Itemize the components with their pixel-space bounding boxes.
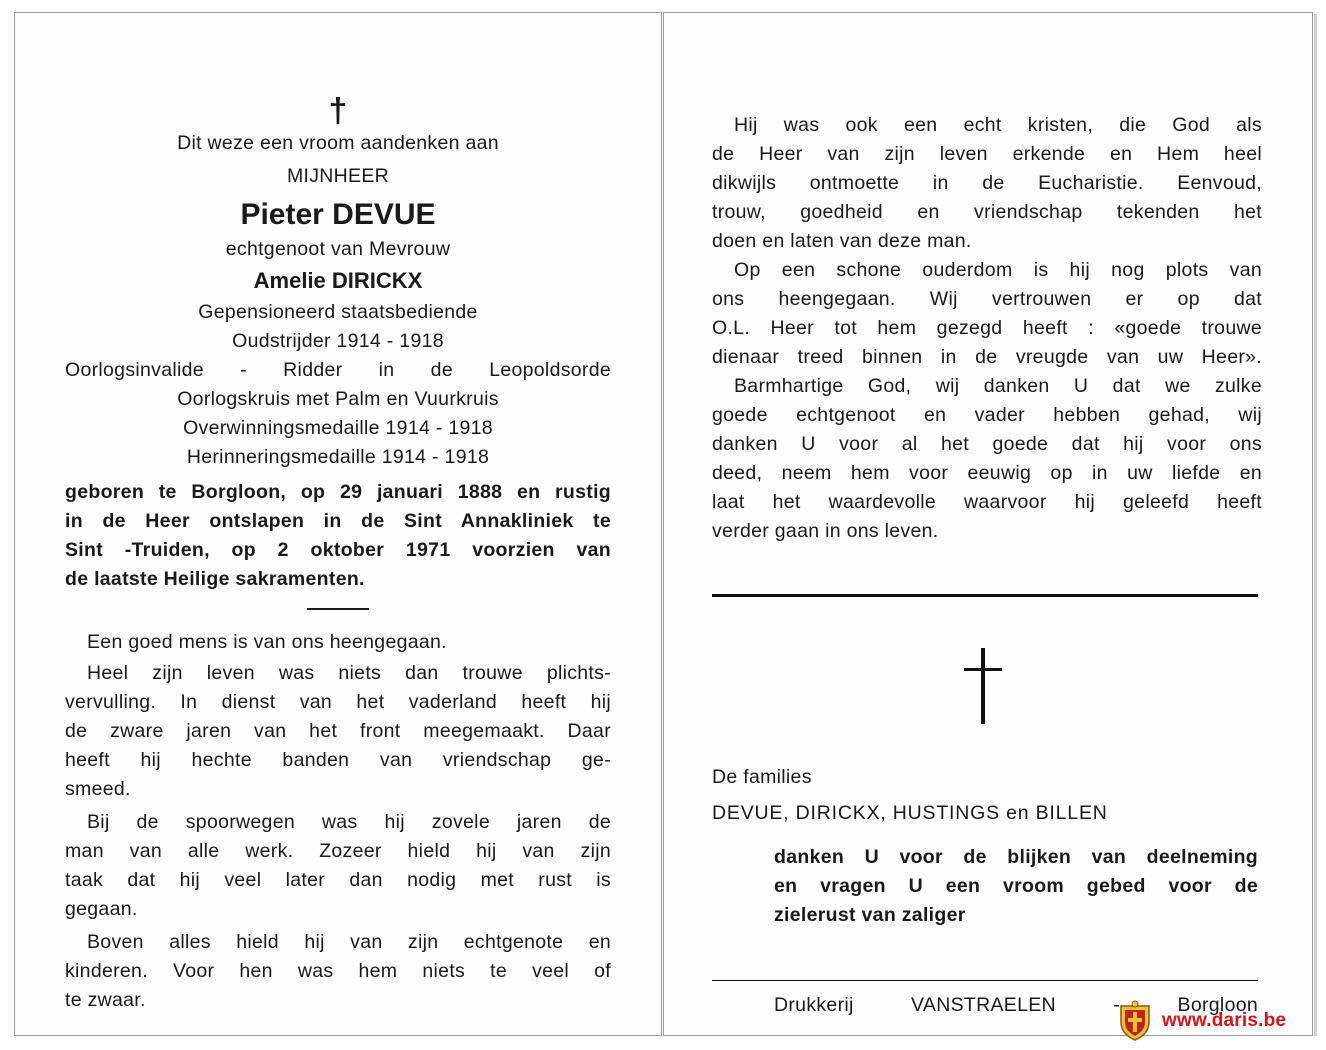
text-line: verder gaan in ons leven. bbox=[712, 520, 939, 542]
birth-death-line: de laatste Heilige sakramenten. bbox=[65, 568, 365, 590]
printer-name: VANSTRAELEN bbox=[911, 994, 1056, 1016]
text-line: danken U voor al het goede dat hij voor ons bbox=[712, 433, 1262, 455]
text-line: smeed. bbox=[65, 778, 131, 800]
right-content bbox=[712, 111, 1262, 546]
birth-death-line: in de Heer ontslapen in de Sint Annakliniek te bbox=[65, 510, 611, 532]
title-line: Oudstrijder 1914 - 1918 bbox=[232, 330, 444, 352]
right-paragraph bbox=[712, 111, 1262, 256]
spouse-intro: echtgenoot van Mevrouw bbox=[225, 238, 451, 260]
text-line: vervulling. In dienst van het vaderland heeft hij bbox=[65, 691, 611, 713]
text-line: laat het waardevolle waarvoor hij geleefd heeft bbox=[712, 491, 1262, 513]
thanks-line: danken U voor de blijken van deelneming bbox=[774, 846, 1258, 868]
cross-horizontal-bar bbox=[964, 668, 1002, 671]
left-paragraph bbox=[65, 928, 611, 1015]
text-line: te zwaar. bbox=[65, 989, 146, 1011]
printer-separator: - bbox=[1113, 994, 1121, 1016]
left-content bbox=[65, 93, 611, 1015]
honorific: MIJNHEER bbox=[286, 165, 390, 187]
text-line: dikwijls ontmoette in de Eucharistie. Eenvoud, bbox=[712, 172, 1262, 194]
text-line: man van alle werk. Zozeer hield hij van zijn bbox=[65, 840, 611, 862]
text-line: kinderen. Voor hen was hem niets te veel of bbox=[65, 960, 611, 982]
left-paragraph bbox=[65, 659, 611, 804]
text-line: Hij was ook een echt kristen, die God als bbox=[734, 114, 1262, 136]
text-line: gegaan. bbox=[65, 898, 138, 920]
thanks-block bbox=[774, 843, 1258, 930]
text-line: goede echtgenoot en vader hebben gehad, wij bbox=[712, 404, 1262, 426]
printer-divider bbox=[712, 980, 1258, 981]
cross-vertical-bar bbox=[981, 648, 985, 724]
memorial-intro: Dit weze een vroom aandenken aan bbox=[177, 132, 499, 154]
text-line: heeft hij hechte banden van vriendschap ge- bbox=[65, 749, 611, 771]
text-line: Bij de spoorwegen was hij zovele jaren de bbox=[87, 811, 611, 833]
text-line: O.L. Heer tot hem gezegd heeft : «goede trouwe bbox=[712, 317, 1262, 339]
title-line: Overwinningsmedaille 1914 - 1918 bbox=[183, 417, 493, 439]
thanks-line: en vragen U een vroom gebed voor de bbox=[774, 875, 1258, 897]
title-line: Herinneringsmedaille 1914 - 1918 bbox=[186, 446, 490, 468]
watermark bbox=[1118, 1000, 1318, 1044]
text-line: Op een schone ouderdom is hij nog plots van bbox=[734, 259, 1262, 281]
right-paragraph bbox=[712, 256, 1262, 372]
birth-death-block bbox=[65, 478, 611, 594]
left-paragraph bbox=[65, 808, 611, 924]
title-line: Oorlogskruis met Palm en Vuurkruis bbox=[177, 388, 499, 410]
birth-death-line: Sint -Truiden, op 2 oktober 1971 voorzien van bbox=[65, 539, 611, 561]
card-page-left bbox=[14, 12, 662, 1036]
text-line: Heel zijn leven was niets dan trouwe plichts- bbox=[87, 662, 611, 684]
section-divider bbox=[712, 594, 1258, 597]
text-line: ons heengegaan. Wij vertrouwen er op dat bbox=[712, 288, 1262, 310]
title-line: Gepensioneerd staatsbediende bbox=[198, 301, 478, 323]
birth-death-line: geboren te Borgloon, op 29 januari 1888 en rustig bbox=[65, 481, 611, 503]
families-intro: De families bbox=[712, 766, 812, 788]
text-line: dienaar treed binnen in de vreugde van uw Heer». bbox=[712, 346, 1262, 368]
titles-list bbox=[65, 298, 611, 472]
text-line: doen en laten van deze man. bbox=[712, 230, 972, 252]
text-line: taak dat hij veel later dan nodig met rust is bbox=[65, 869, 611, 891]
large-cross-icon bbox=[964, 648, 1002, 724]
thanks-line: zielerust van zaliger bbox=[774, 904, 966, 926]
spouse-name: Amelie DIRICKX bbox=[253, 268, 423, 293]
text-line: Een goed mens is van ons heengegaan. bbox=[87, 631, 447, 653]
small-cross-icon: † bbox=[328, 92, 348, 130]
right-paragraph bbox=[712, 372, 1262, 546]
text-line: deed, neem hem voor eeuwig op in uw liefde en bbox=[712, 462, 1262, 484]
left-paragraph bbox=[65, 628, 611, 657]
short-divider bbox=[307, 608, 369, 610]
text-line: de zware jaren van het front meegemaakt. Daar bbox=[65, 720, 611, 742]
deceased-name: Pieter DEVUE bbox=[240, 198, 436, 231]
card-page-right bbox=[663, 12, 1313, 1036]
text-line: Boven alles hield hij van zijn echtgenote en bbox=[87, 931, 611, 953]
families-names: DEVUE, DIRICKX, HUSTINGS en BILLEN bbox=[712, 802, 1108, 824]
title-line: Oorlogsinvalide - Ridder in de Leopoldsorde bbox=[65, 359, 611, 381]
watermark-text: www.daris.be bbox=[1162, 1010, 1287, 1031]
text-line: trouw, goedheid en vriendschap tekenden het bbox=[712, 201, 1262, 223]
printer-city: Borgloon bbox=[1177, 994, 1259, 1016]
crest-icon bbox=[1118, 1000, 1152, 1042]
text-line: de Heer van zijn leven erkende en Hem heel bbox=[712, 143, 1262, 165]
printer-label: Drukkerij bbox=[774, 994, 854, 1016]
text-line: Barmhartige God, wij danken U dat we zulke bbox=[734, 375, 1262, 397]
card-edge-shadow bbox=[1314, 14, 1317, 1036]
